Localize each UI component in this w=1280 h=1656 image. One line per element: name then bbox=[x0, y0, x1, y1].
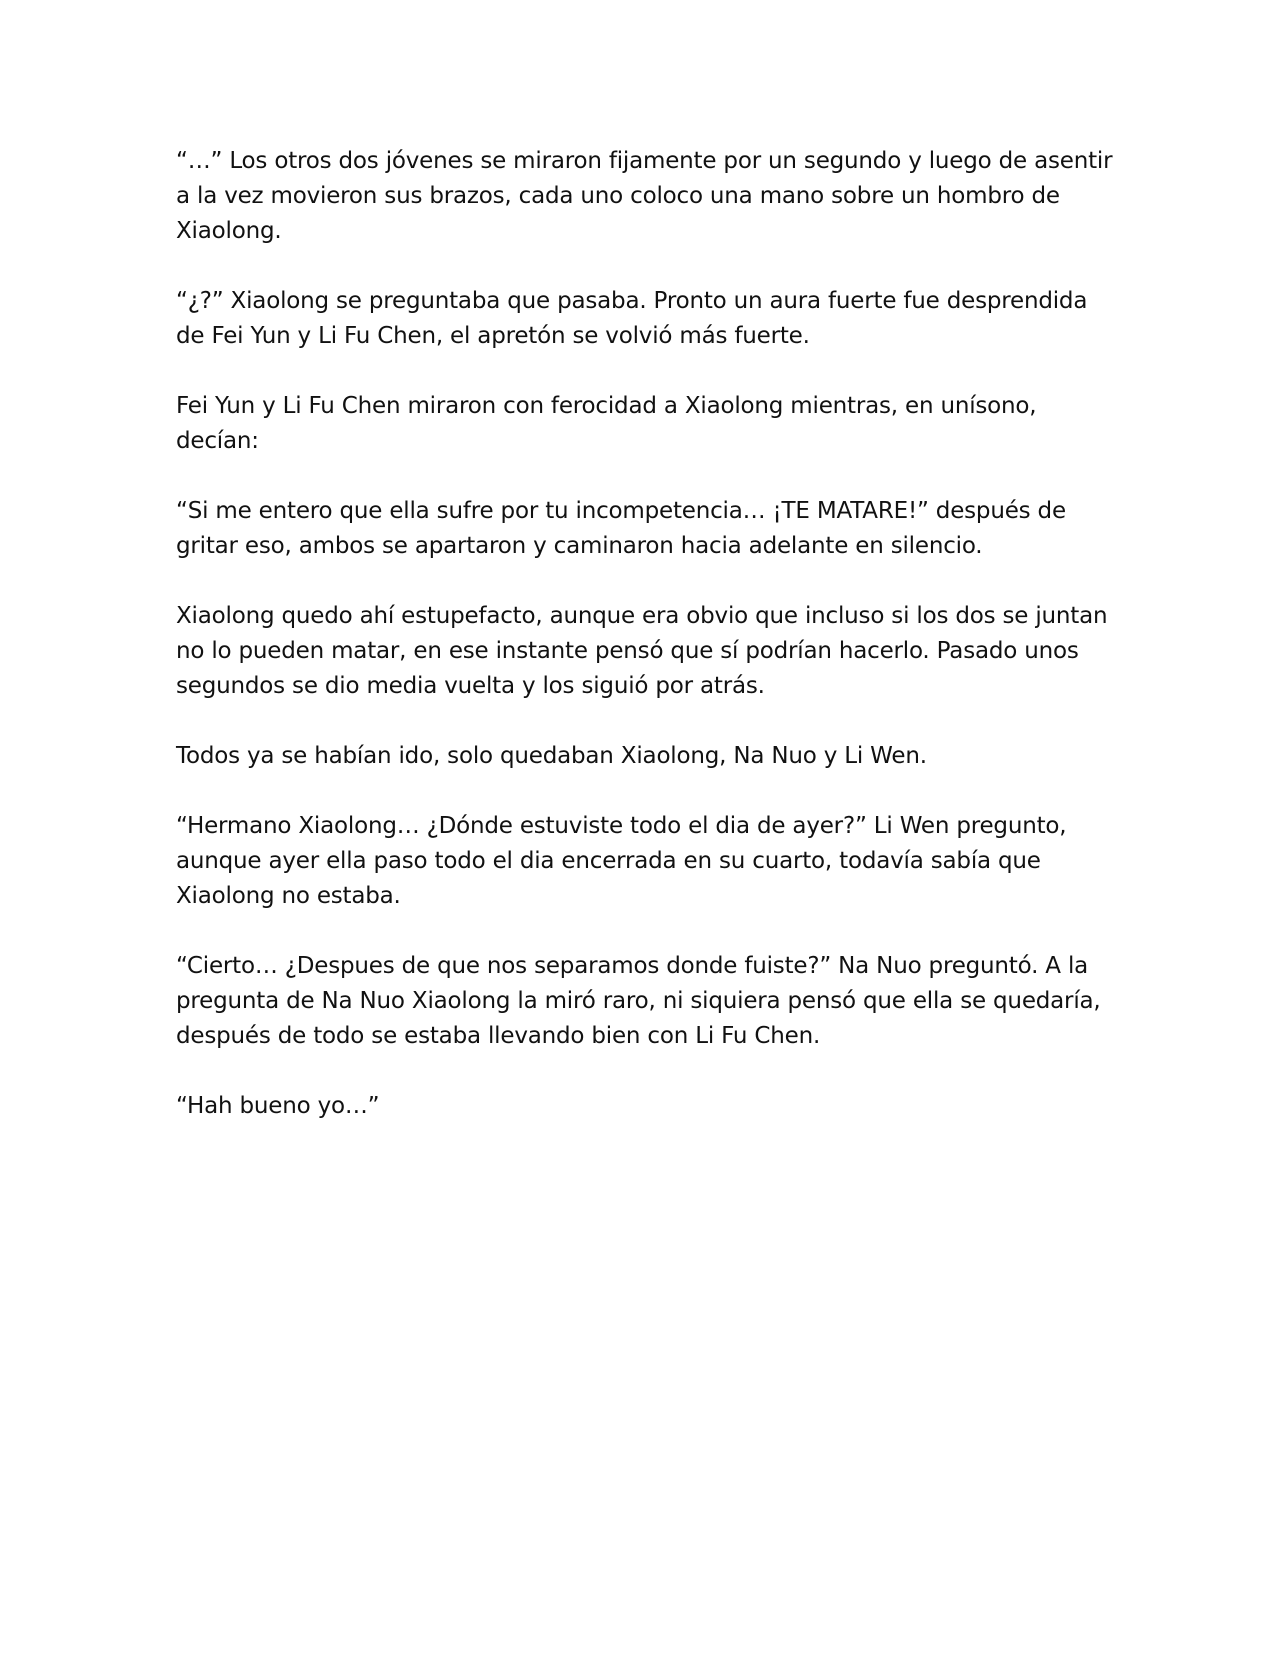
paragraph-5: Xiaolong quedo ahí estupefacto, aunque era obvio que incluso si los dos se juntan no lo pueden matar, en ese instante pensó que sí podrían hacerlo. Pasado unos segundos se dio media vuelta y los siguió por atrás. bbox=[176, 603, 1108, 699]
paragraph-2: “¿?” Xiaolong se preguntaba que pasaba. Pronto un aura fuerte fue desprendida de Fei Yun y Li Fu Chen, el apretón se volvió más fuerte. bbox=[176, 288, 1088, 349]
paragraph-9: “Hah bueno yo…” bbox=[176, 1093, 380, 1119]
paragraph-8: “Cierto… ¿Despues de que nos separamos donde fuiste?” Na Nuo preguntó. A la pregunta de Na Nuo Xiaolong la miró raro, ni siquiera pensó que ella se quedaría, después de todo se estaba llevando bien con Li Fu Chen. bbox=[176, 953, 1101, 1049]
paragraph-6: Todos ya se habían ido, solo quedaban Xiaolong, Na Nuo y Li Wen. bbox=[176, 743, 927, 769]
paragraph-1: “…” Los otros dos jóvenes se miraron fijamente por un segundo y luego de asentir a la vez movieron sus brazos, cada uno coloco una mano sobre un hombro de Xiaolong. bbox=[176, 148, 1113, 244]
document-body bbox=[176, 144, 1116, 1159]
paragraph-3: Fei Yun y Li Fu Chen miraron con ferocidad a Xiaolong mientras, en unísono, decían: bbox=[176, 393, 1037, 454]
paragraph-4: “Si me entero que ella sufre por tu incompetencia… ¡TE MATARE!” después de gritar eso, ambos se apartaron y caminaron hacia adelante en silencio. bbox=[176, 498, 1066, 559]
paragraph-7: “Hermano Xiaolong… ¿Dónde estuviste todo el dia de ayer?” Li Wen pregunto, aunque ayer ella paso todo el dia encerrada en su cuarto, todavía sabía que Xiaolong no estaba. bbox=[176, 813, 1067, 909]
